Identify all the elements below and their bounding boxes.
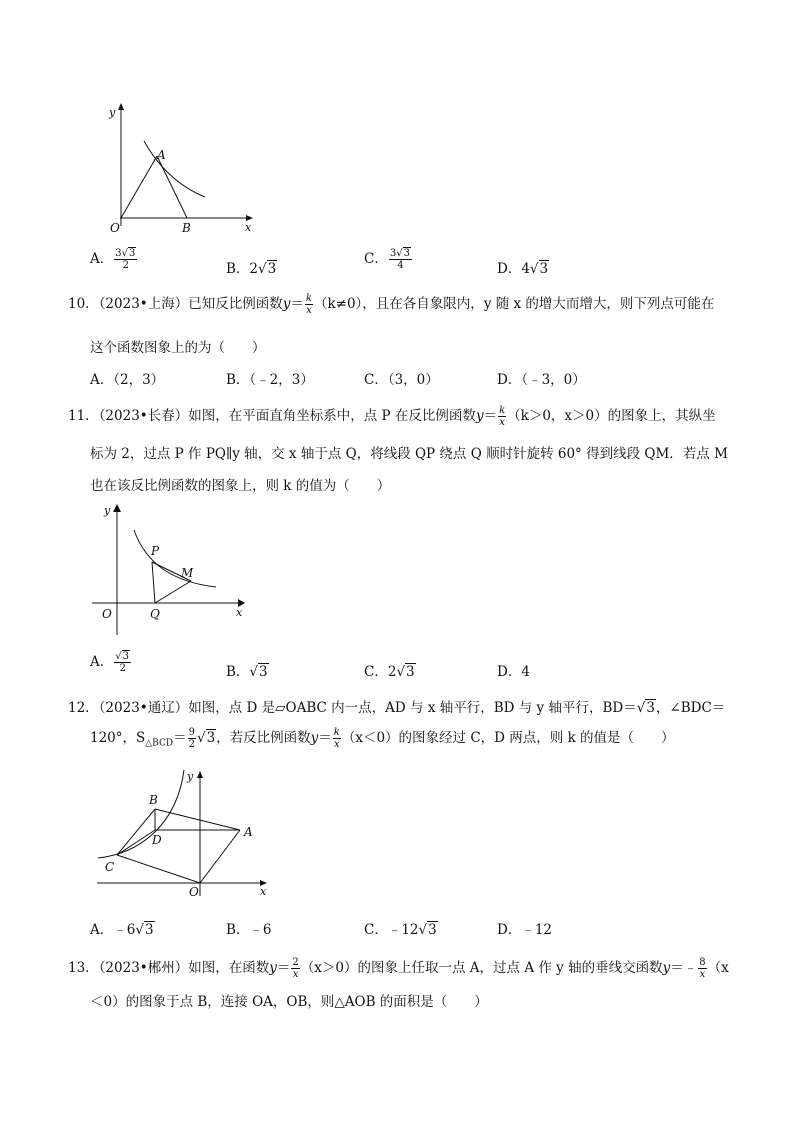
q11-line3: 也在该反比例函数的图象上，则 k 的值为（ ） xyxy=(90,478,391,494)
fig12-c-label: C xyxy=(105,860,115,874)
fig12-d-label: D xyxy=(152,833,162,847)
fig11-p-label: P xyxy=(151,544,160,558)
fig9-y-label: y xyxy=(109,106,116,119)
q10-line1: 10．（2023•上海）已知反比例函数y＝ $\frac{k}{x}$ （k≠0），且在各自象限内，y 随 x 的增大而增大，则下列点可能在 xyxy=(68,293,715,316)
fig11-q-label: Q xyxy=(150,607,160,621)
q12-option-b[interactable]: B．﹣6 xyxy=(226,922,272,938)
q10-option-c[interactable]: C．（3，0） xyxy=(364,372,439,388)
fig11-o-label: O xyxy=(102,607,112,621)
q10-option-a[interactable]: A．（2，3） xyxy=(90,372,165,388)
q12-figure xyxy=(92,768,282,900)
fig11-x-label: x xyxy=(236,606,243,619)
fig9-b-label: B xyxy=(182,221,191,235)
q11-line1: 11．（2023•长春）如图，在平面直角坐标系中，点 P 在反比例函数y＝ $\frac{k}{x}$ （k＞0，x＞0）的图象上，其纵坐 xyxy=(68,405,716,428)
fig12-x-label: x xyxy=(260,885,267,898)
q10-line2: 这个函数图象上的为（ ） xyxy=(90,340,266,356)
q9-option-c[interactable]: C． $\frac{3√3}{4}$ xyxy=(364,248,410,271)
fig12-y-label: y xyxy=(187,770,194,783)
q9-option-a[interactable]: A． $\frac{3√3}{2}$ xyxy=(90,248,136,271)
fig12-b-label: B xyxy=(149,793,158,807)
q12-line1: 12．（2023•通辽）如图，点 D 是▱OABC 内一点，AD 与 x 轴平行，BD 与 y 轴平行，BD＝√3，∠BDC＝ xyxy=(68,700,726,716)
q11-option-a[interactable]: A． $\frac{√3}{2}$ xyxy=(90,651,129,674)
q9-option-b[interactable]: B．2√3 xyxy=(226,261,277,277)
fig9-o-label: O xyxy=(110,221,120,235)
q9-option-d[interactable]: D．4√3 xyxy=(497,261,549,277)
fig9-a-label: A xyxy=(157,148,166,162)
q10-option-d[interactable]: D．（﹣3，0） xyxy=(497,372,586,388)
q11-option-c[interactable]: C．2√3 xyxy=(364,664,415,680)
fig11-y-label: y xyxy=(104,504,111,517)
q11-line2: 标为 2，过点 P 作 PQ∥y 轴，交 x 轴于点 Q，将线段 QP 绕点 Q 顺时针旋转 60° 得到线段 QM．若点 M xyxy=(90,446,728,462)
q13-line1: 13．（2023•郴州）如图，在函数y＝ $\frac{2}{x}$ （x＞0）的图象上任取一点 A，过点 A 作 y 轴的垂线交函数y＝﹣ $\frac{8}{x}$ （x xyxy=(68,957,729,980)
fig12-a-label: A xyxy=(244,825,253,839)
q9-figure xyxy=(88,98,268,238)
q13-line2: ＜0）的图象于点 B，连接 OA，OB，则△AOB 的面积是（ ） xyxy=(90,994,488,1010)
q12-option-a[interactable]: A．﹣6√3 xyxy=(90,922,154,938)
fig12-o-label: O xyxy=(189,885,199,899)
q12-option-d[interactable]: D．﹣12 xyxy=(497,922,553,938)
q11-option-b[interactable]: B．√3 xyxy=(226,664,268,680)
fig11-m-label: M xyxy=(181,566,194,580)
q11-option-d[interactable]: D．4 xyxy=(497,664,530,680)
fig9-x-label: x xyxy=(245,221,252,234)
q12-line2: 120°，$S_{\triangle BCD}=$ $\frac{9}{2}$ √3，若反比例函数y＝ $\frac{k}{x}$ （x＜0）的图象经过 C，D 两点，则 k 的值是（ ） xyxy=(90,727,675,750)
q11-figure xyxy=(88,502,258,627)
q10-option-b[interactable]: B．（﹣2，3） xyxy=(226,372,314,388)
q12-option-c[interactable]: C．﹣12√3 xyxy=(364,922,437,938)
